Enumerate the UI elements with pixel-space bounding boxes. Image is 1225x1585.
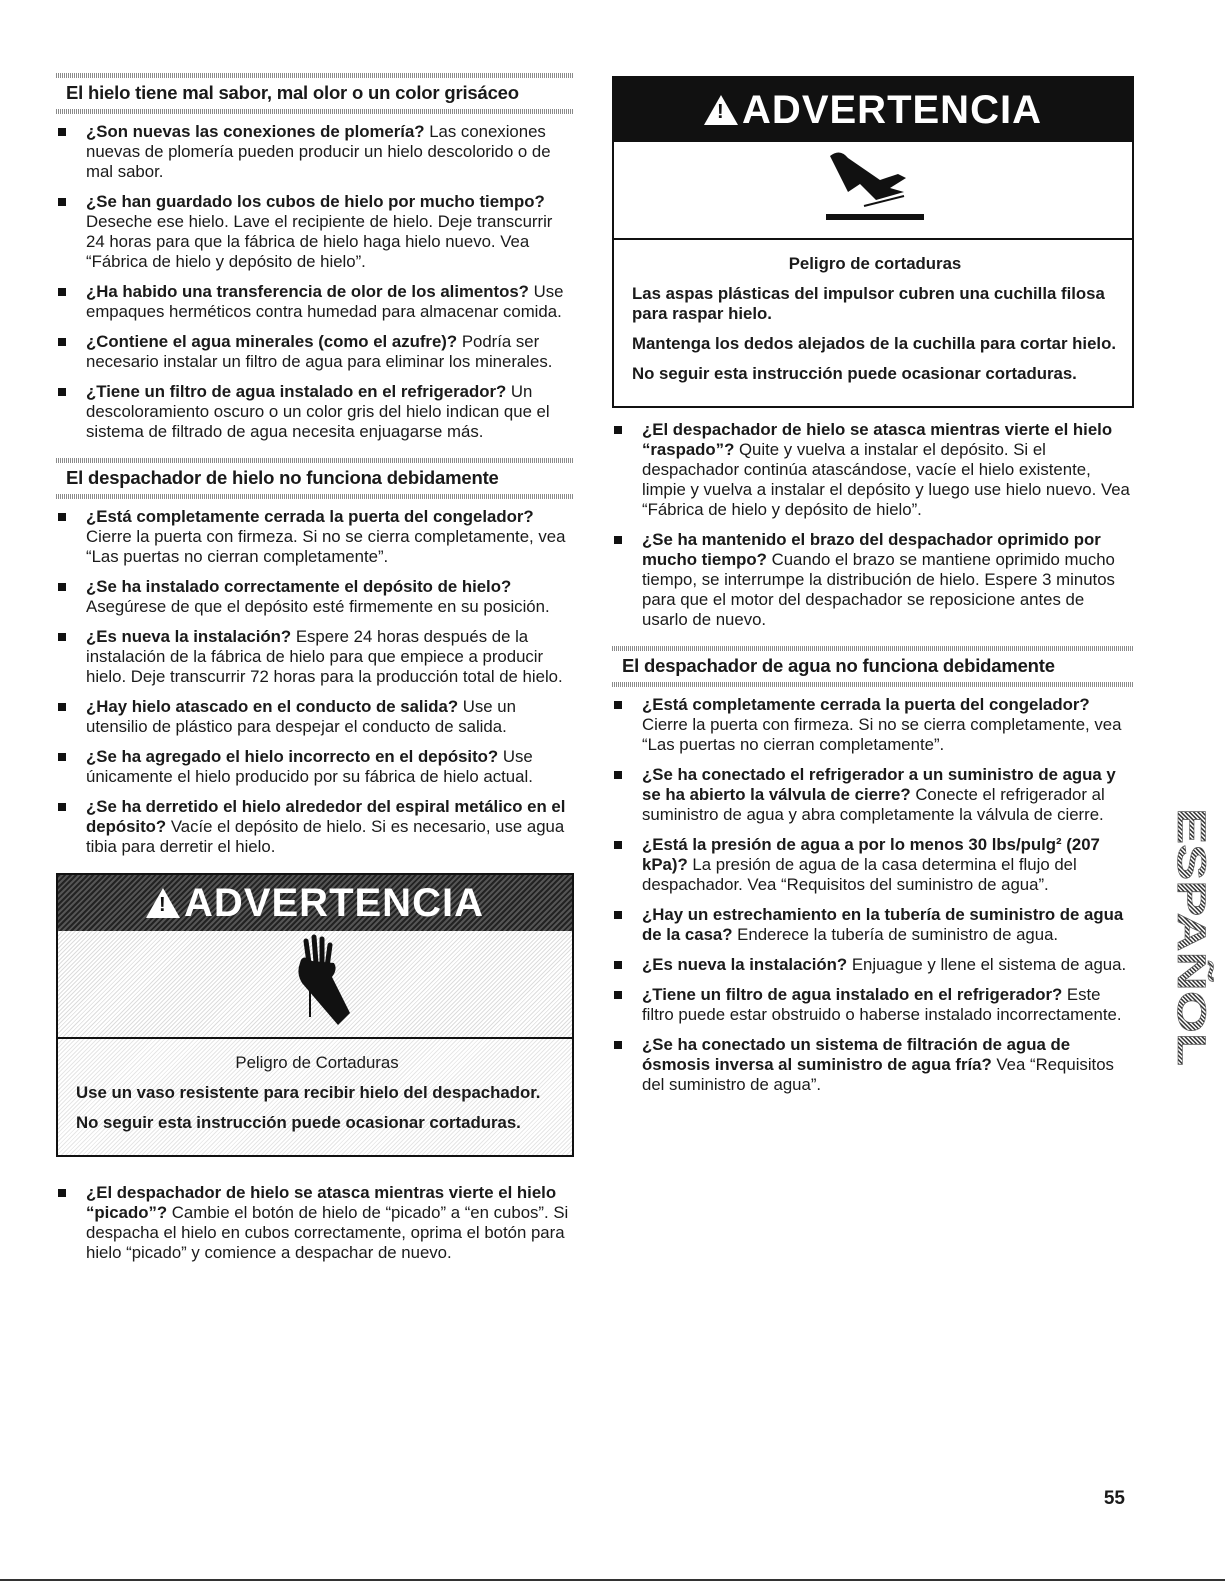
page-number: 55 <box>1103 1488 1125 1509</box>
warning-line: Las aspas plásticas del impulsor cubren una cuchilla filosa para raspar hielo. <box>632 284 1105 323</box>
warning-triangle-icon <box>704 95 738 125</box>
bullet-icon <box>614 771 622 779</box>
bullet-icon <box>614 841 622 849</box>
bullet-icon <box>58 753 66 761</box>
pictogram-panel <box>614 142 1132 240</box>
list-item: ¿Se ha instalado correctamente el depósito de hielo? Asegúrese de que el depósito esté firmemente en su posición. <box>56 577 574 617</box>
section-title: El despachador de hielo no funciona debidamente <box>66 467 499 488</box>
language-side-tab <box>1148 808 1213 1068</box>
list-item: ¿Hay un estrechamiento en la tubería de suministro de agua de la casa? Enderece la tubería de suministro de agua. <box>612 905 1134 945</box>
bullet-icon <box>614 961 622 969</box>
list-item: ¿Se ha conectado un sistema de filtración de agua de ósmosis inversa al suministro de agua fría? Vea “Requisitos del suministro de agua”. <box>612 1035 1134 1095</box>
list-item: ¿Se ha derretido el hielo alrededor del espiral metálico en el depósito? Vacíe el depósito de hielo. Si es necesario, use agua tibia para derretir el hielo. <box>56 797 574 857</box>
bullet-icon <box>58 388 66 396</box>
list-item: ¿Se ha conectado el refrigerador a un suministro de agua y se ha abierto la válvula de cierre? Conecte el refrigerador al suministro de agua y abra completamente la válvula de cierre. <box>612 765 1134 825</box>
warning-line: Use un vaso resistente para recibir hielo del despachador. <box>76 1083 541 1102</box>
warning-title: Peligro de cortaduras <box>788 254 962 273</box>
list-item: ¿El despachador de hielo se atasca mientras vierte el hielo “picado”? Cambie el botón de hielo de “picado” a “en cubos”. Si despacha el hielo en cubos correctamente, oprima el botón para hielo “picado” y comience a despachar de nuevo. <box>56 1183 574 1263</box>
bullet-icon <box>58 198 66 206</box>
list-item: ¿Tiene un filtro de agua instalado en el refrigerador? Un descoloramiento oscuro o un color gris del hielo indican que el sistema de filtrado de agua necesita enjuagarse más. <box>56 382 574 442</box>
list-item: ¿Se ha mantenido el brazo del despachador oprimido por mucho tiempo? Cuando el brazo se mantiene oprimido mucho tiempo, se interrumpe la distribución de hielo. Espere 3 minutos para que el motor del despachador se reposicione antes de usarlo de nuevo. <box>612 530 1134 630</box>
list-item: ¿Tiene un filtro de agua instalado en el refrigerador? Este filtro puede estar obstruido o haberse instalado incorrectamente. <box>612 985 1134 1025</box>
bullet-icon <box>58 513 66 521</box>
bullet-icon <box>58 803 66 811</box>
section-heading-water-dispenser <box>612 646 1134 687</box>
list-item: ¿Ha habido una transferencia de olor de los alimentos? Use empaques herméticos contra humedad para almacenar comida. <box>56 282 574 322</box>
list-item: ¿Se han guardado los cubos de hielo por mucho tiempo? Deseche ese hielo. Lave el recipiente de hielo. Deje transcurrir 24 horas para que la fábrica de hielo haga hielo nuevo. Vea “Fábrica de hielo y depósito de hielo”. <box>56 192 574 272</box>
warning-banner: !ADVERTENCIA <box>614 78 1132 142</box>
right-column <box>612 73 1134 1105</box>
bullet-icon <box>58 633 66 641</box>
section-heading-bad-ice <box>56 73 574 114</box>
shaved-ice-list <box>612 420 1134 630</box>
bottom-rule <box>0 1579 1225 1581</box>
list-item: ¿Está completamente cerrada la puerta del congelador? Cierre la puerta con firmeza. Si no se cierra completamente, vea “Las puertas no cierran completamente”. <box>56 507 574 567</box>
warning-body <box>58 1039 572 1155</box>
water-dispenser-list <box>612 695 1134 1095</box>
list-item: ¿Hay hielo atascado en el conducto de salida? Use un utensilio de plástico para despejar el conducto de salida. <box>56 697 574 737</box>
bullet-icon <box>58 583 66 591</box>
bullet-icon <box>58 703 66 711</box>
warning-line: No seguir esta instrucción puede ocasionar cortaduras. <box>76 1113 521 1132</box>
list-item: ¿Está la presión de agua a por lo menos 30 lbs/pulg² (207 kPa)? La presión de agua de la casa determina el flujo del despachador. Vea “Requisitos del suministro de agua”. <box>612 835 1134 895</box>
crushed-ice-list <box>56 1183 574 1263</box>
list-item: ¿Se ha agregado el hielo incorrecto en el depósito? Use únicamente el hielo producido por su fábrica de hielo actual. <box>56 747 574 787</box>
list-item: ¿Son nuevas las conexiones de plomería? Las conexiones nuevas de plomería pueden producir un hielo descolorido o de mal sabor. <box>56 122 574 182</box>
list-item: ¿Es nueva la instalación? Enjuague y llene el sistema de agua. <box>612 955 1134 975</box>
hand-cut-hazard-icon <box>272 933 362 1033</box>
bullet-icon <box>58 128 66 136</box>
warning-box-blade <box>612 76 1134 408</box>
blade-hand-hazard-icon <box>820 144 930 234</box>
left-column <box>56 73 574 1273</box>
warning-triangle-icon <box>146 888 180 918</box>
section-title: El despachador de agua no funciona debidamente <box>622 655 1055 676</box>
bullet-icon <box>58 1189 66 1197</box>
bullet-icon <box>614 911 622 919</box>
side-tab-label: ESPAÑOL <box>1169 808 1213 999</box>
section-title: El hielo tiene mal sabor, mal olor o un color grisáceo <box>66 82 519 103</box>
warning-line: Mantenga los dedos alejados de la cuchilla para cortar hielo. <box>632 334 1117 353</box>
warning-body <box>614 240 1132 406</box>
list-item: ¿Es nueva la instalación? Espere 24 horas después de la instalación de la fábrica de hielo para que empiece a producir hielo. Deje transcurrir 72 horas para la producción total de hielo. <box>56 627 574 687</box>
ice-dispenser-list <box>56 507 574 857</box>
list-item: ¿Contiene el agua minerales (como el azufre)? Podría ser necesario instalar un filtro de agua para eliminar los minerales. <box>56 332 574 372</box>
bullet-icon <box>614 1041 622 1049</box>
section-heading-ice-dispenser <box>56 458 574 499</box>
bullet-icon <box>614 701 622 709</box>
bullet-icon <box>58 288 66 296</box>
bullet-icon <box>58 338 66 346</box>
bad-ice-list <box>56 122 574 442</box>
warning-box-glass <box>56 873 574 1157</box>
list-item: ¿Está completamente cerrada la puerta del congelador? Cierre la puerta con firmeza. Si no se cierra completamente, vea “Las puertas no cierran completamente”. <box>612 695 1134 755</box>
bullet-icon <box>614 536 622 544</box>
warning-line: No seguir esta instrucción puede ocasionar cortaduras. <box>632 364 1077 383</box>
bullet-icon <box>614 991 622 999</box>
bullet-icon <box>614 426 622 434</box>
pictogram-panel <box>58 931 572 1039</box>
warning-title: Peligro de Cortaduras <box>235 1053 399 1072</box>
list-item: ¿El despachador de hielo se atasca mientras vierte el hielo “raspado”? Quite y vuelva a instalar el depósito. Si el despachador continúa atascándose, vacíe el hielo existente, limpie y vuelva a instalar el depósito y luego use hielo nuevo. Vea “Fábrica de hielo y depósito de hielo”. <box>612 420 1134 520</box>
warning-banner: !ADVERTENCIA <box>58 875 572 931</box>
